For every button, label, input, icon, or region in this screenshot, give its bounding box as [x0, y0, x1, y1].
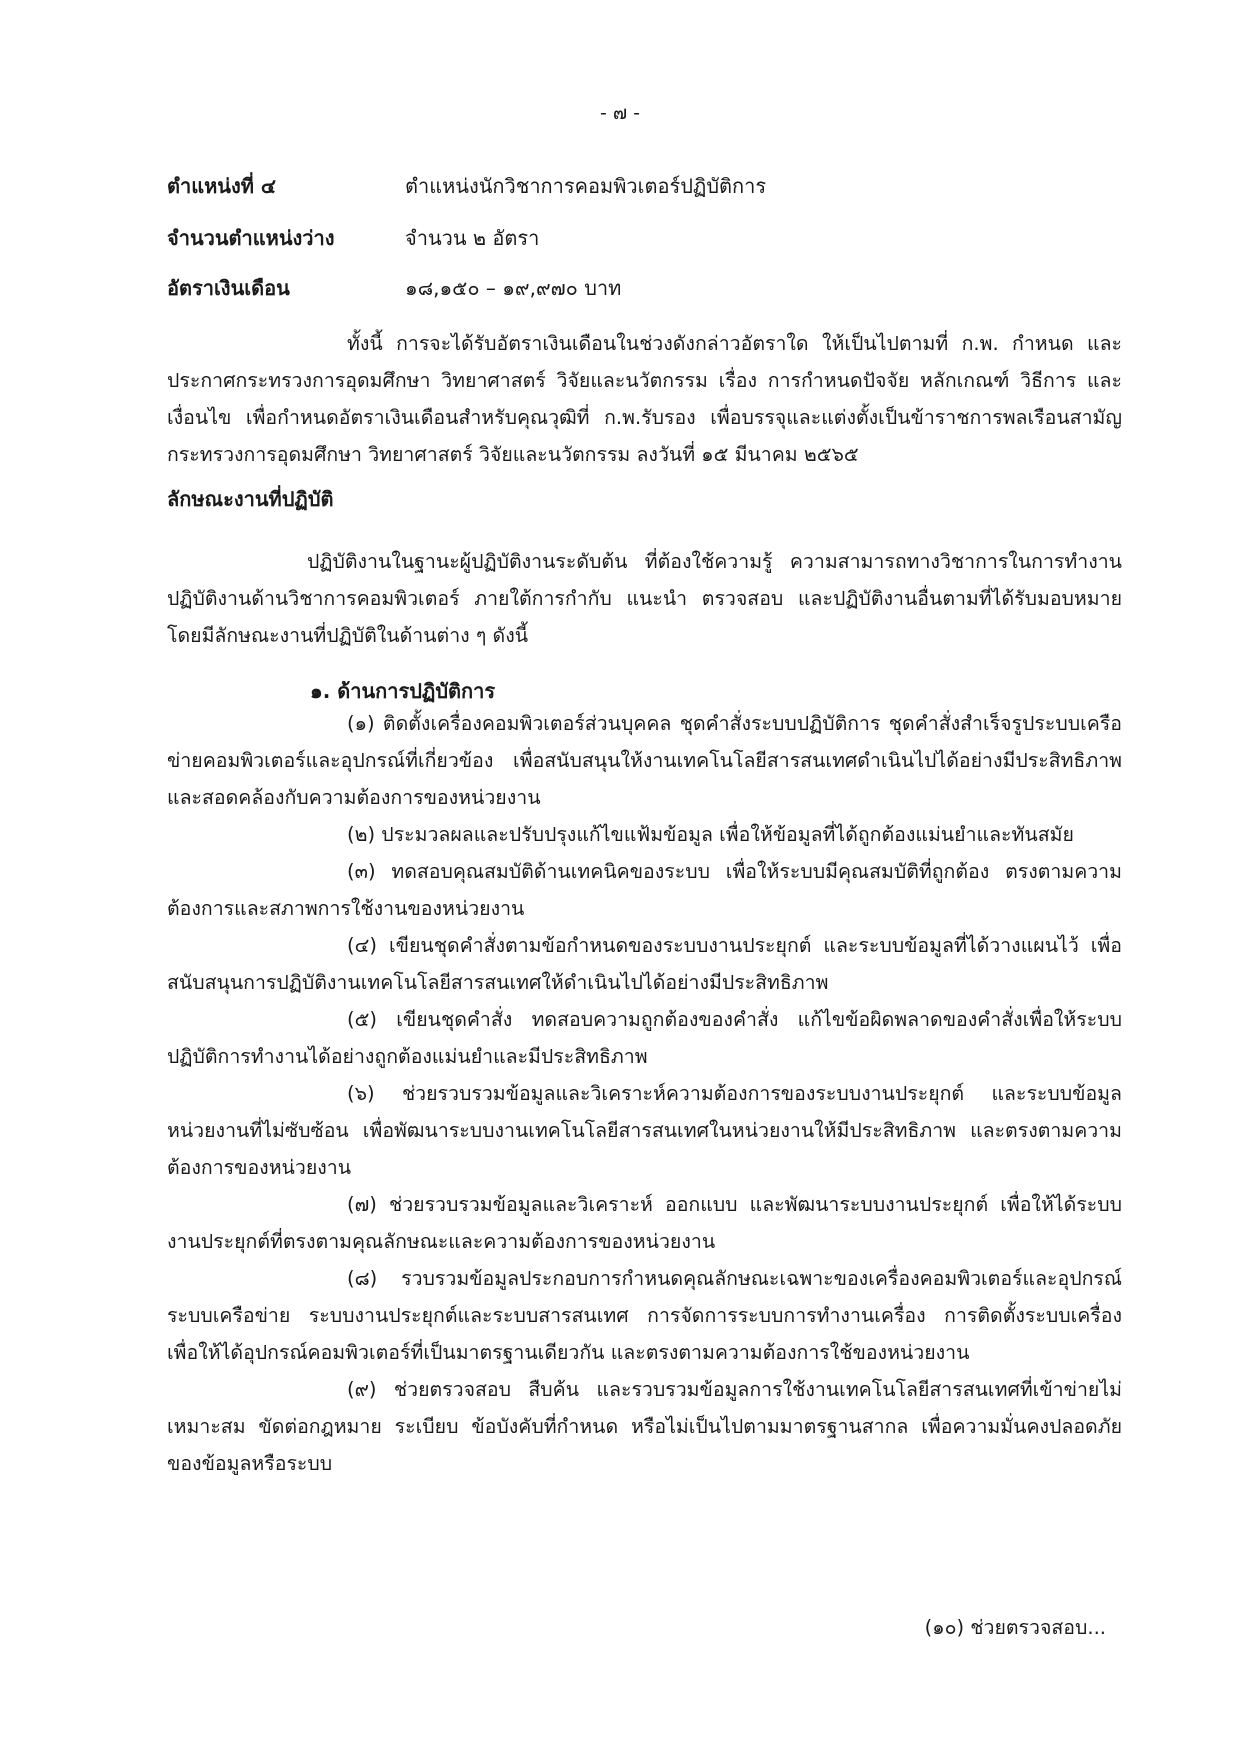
- section-title: ๑. ด้านการปฏิบัติการ: [310, 679, 496, 703]
- salary-value: ๑๘,๑๕๐ – ๑๙,๙๗๐ บาท: [405, 276, 622, 300]
- job-nature-heading: ลักษณะงานที่ปฏิบัติ: [167, 487, 334, 511]
- position-value: ตำแหน่งนักวิชาการคอมพิวเตอร์ปฏิบัติการ: [405, 174, 767, 198]
- page-number: - ๗ -: [599, 102, 641, 124]
- duty-item-9: (๙) ช่วยตรวจสอบ สืบค้น และรวบรวมข้อมูลการใช้งานเทคโนโลยีสารสนเทศที่เข้าข่ายไม่เหมาะสม ขัดต่อกฎหมาย ระเบียบ ข้อบังคับที่กำหนด หรือไม่เป็นไปตามมาตรฐานสากล เพื่อความมั่นคงปลอดภัยของข้อมูลหรือระบบ: [167, 1378, 1122, 1475]
- duty-item-4: (๔) เขียนชุดคำสั่งตามข้อกำหนดของระบบงานประยุกต์ และระบบข้อมูลที่ได้วางแผนไว้ เพื่อสนับสนุนการปฏิบัติงานเทคโนโลยีสารสนเทศให้ดำเนินไปได้อย่างมีประสิทธิภาพ: [167, 934, 1122, 994]
- duty-item-5: (๕) เขียนชุดคำสั่ง ทดสอบความถูกต้องของคำสั่ง แก้ไขข้อผิดพลาดของคำสั่งเพื่อให้ระบบปฏิบัติการทำงานได้อย่างถูกต้องแม่นยำและมีประสิทธิภาพ: [167, 1008, 1122, 1068]
- duty-item-3: (๓) ทดสอบคุณสมบัติด้านเทคนิคของระบบ เพื่อให้ระบบมีคุณสมบัติที่ถูกต้อง ตรงตามความต้องการและสภาพการใช้งานของหน่วยงาน: [167, 860, 1122, 920]
- continuation-note: (๑๐) ช่วยตรวจสอบ...: [924, 1616, 1106, 1639]
- duty-item-6: (๖) ช่วยรวบรวมข้อมูลและวิเคราะห์ความต้องการของระบบงานประยุกต์ และระบบข้อมูลหน่วยงานที่ไม่ซับซ้อน เพื่อพัฒนาระบบงานเทคโนโลยีสารสนเทศในหน่วยงานให้มีประสิทธิภาพ และตรงตามความต้องการของหน่วยงาน: [167, 1082, 1122, 1179]
- duty-item-8: (๘) รวบรวมข้อมูลประกอบการกำหนดคุณลักษณะเฉพาะของเครื่องคอมพิวเตอร์และอุปกรณ์ ระบบเครือข่าย ระบบงานประยุกต์และระบบสารสนเทศ การจัดการระบบการทำงานเครื่อง การติดตั้งระบบเครื่อง เพื่อให้ได้อุปกรณ์คอมพิวเตอร์ที่เป็นมาตรฐานเดียวกัน และตรงตามความต้องการใช้ของหน่วยงาน: [167, 1267, 1122, 1364]
- salary-note: ทั้งนี้ การจะได้รับอัตราเงินเดือนในช่วงดังกล่าวอัตราใด ให้เป็นไปตามที่ ก.พ. กำหนด และประกาศกระทรวงการอุดมศึกษา วิทยาศาสตร์ วิจัยและนวัตกรรม เรื่อง การกำหนดปัจจัย หลักเกณฑ์ วิธีการ และเงื่อนไข เพื่อกำหนดอัตราเงินเดือนสำหรับคุณวุฒิที่ ก.พ.รับรอง เพื่อบรรจุและแต่งตั้งเป็นข้าราชการพลเรือนสามัญ กระทรวงการอุดมศึกษา วิทยาศาสตร์ วิจัยและนวัตกรรม ลงวันที่ ๑๕ มีนาคม ๒๕๖๕: [167, 332, 1122, 466]
- vacancies-value: จำนวน ๒ อัตรา: [405, 226, 540, 250]
- vacancies-label: จำนวนตำแหน่งว่าง: [167, 226, 335, 250]
- duty-item-1: (๑) ติดตั้งเครื่องคอมพิวเตอร์ส่วนบุคคล ชุดคำสั่งระบบปฏิบัติการ ชุดคำสั่งสำเร็จรูประบบเครือข่ายคอมพิวเตอร์และอุปกรณ์ที่เกี่ยวข้อง เพื่อสนับสนุนให้งานเทคโนโลยีสารสนเทศดำเนินไปได้อย่างมีประสิทธิภาพและสอดคล้องกับความต้องการของหน่วยงาน: [167, 712, 1122, 809]
- job-nature-intro: ปฏิบัติงานในฐานะผู้ปฏิบัติงานระดับต้น ที่ต้องใช้ความรู้ ความสามารถทางวิชาการในการทำงาน ปฏิบัติงานด้านวิชาการคอมพิวเตอร์ ภายใต้การกำกับ แนะนำ ตรวจสอบ และปฏิบัติงานอื่นตามที่ได้รับมอบหมาย โดยมีลักษณะงานที่ปฏิบัติในด้านต่าง ๆ ดังนี้: [167, 550, 1122, 647]
- duty-item-7: (๗) ช่วยรวบรวมข้อมูลและวิเคราะห์ ออกแบบ และพัฒนาระบบงานประยุกต์ เพื่อให้ได้ระบบงานประยุกต์ที่ตรงตามคุณลักษณะและความต้องการของหน่วยงาน: [167, 1193, 1122, 1253]
- position-label: ตำแหน่งที่ ๔: [167, 174, 277, 198]
- duty-item-2: (๒) ประมวลผลและปรับปรุงแก้ไขแฟ้มข้อมูล เพื่อให้ข้อมูลที่ได้ถูกต้องแม่นยำและทันสมัย: [347, 823, 1074, 846]
- salary-label: อัตราเงินเดือน: [167, 276, 290, 300]
